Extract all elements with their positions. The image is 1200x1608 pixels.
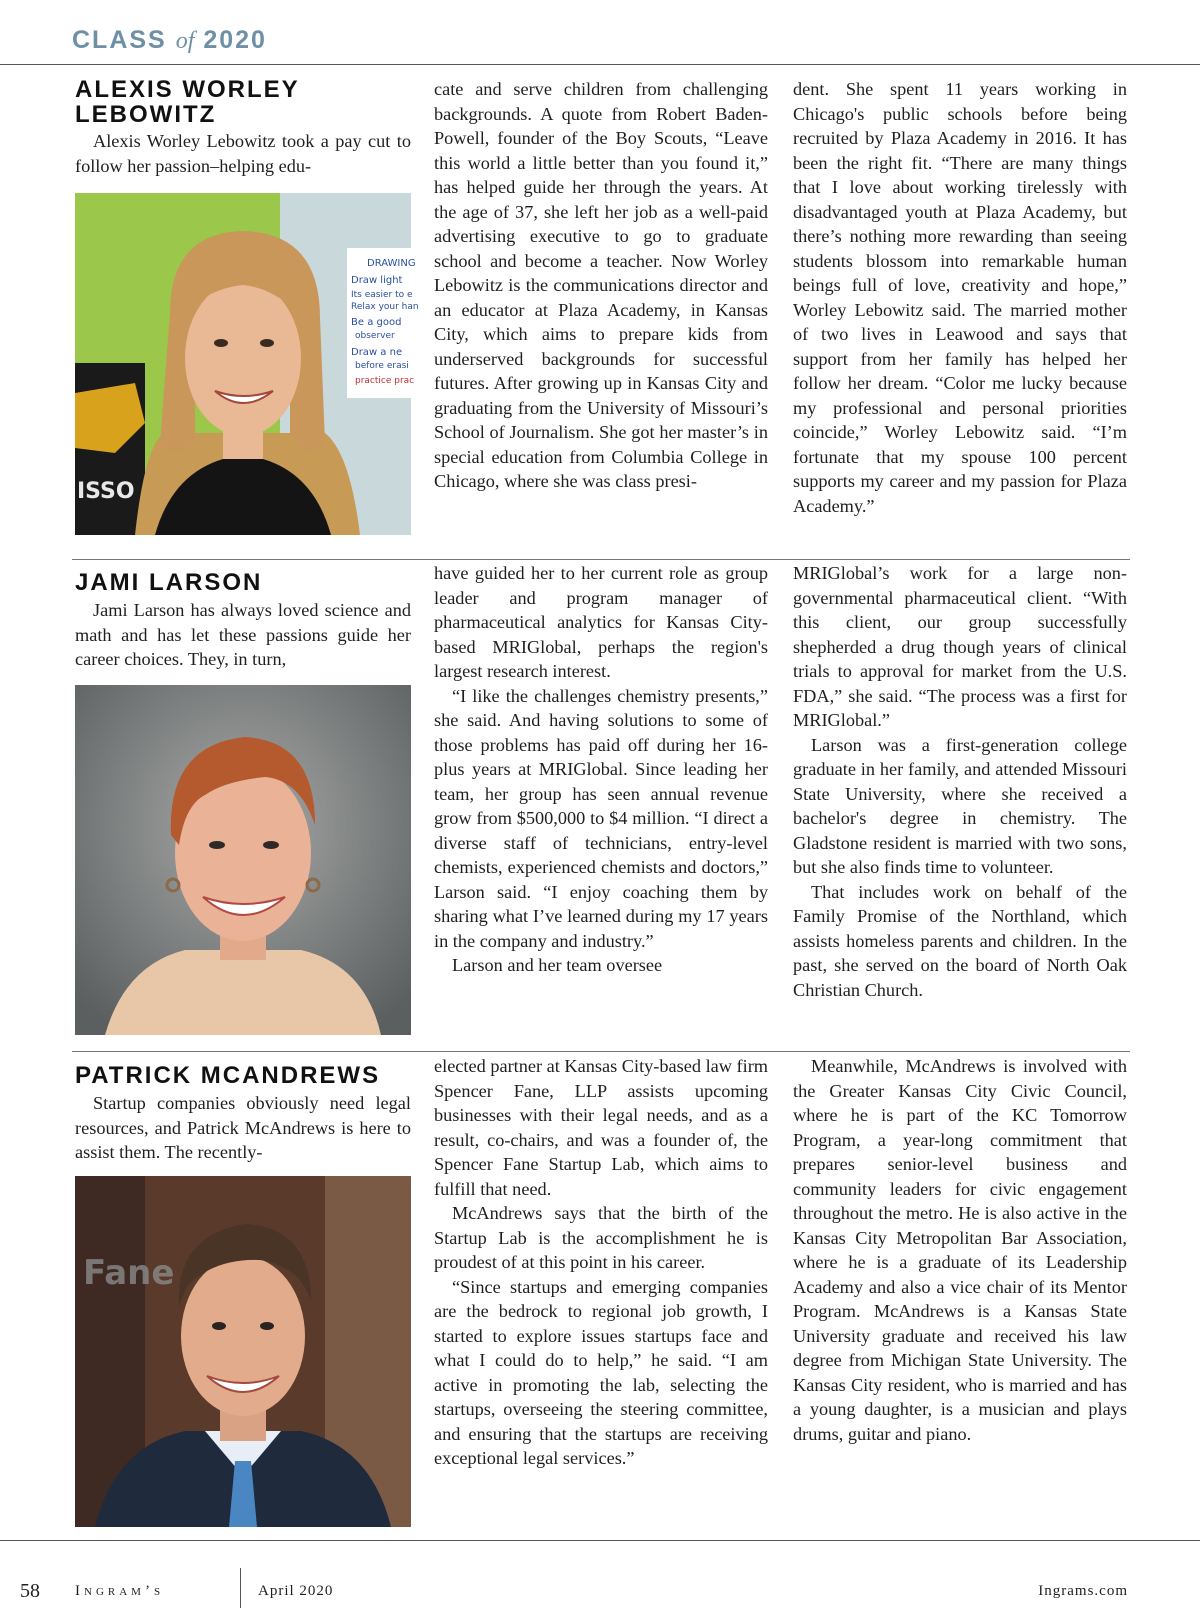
section-rule [72, 559, 1130, 560]
sign-letters: Fane [83, 1253, 175, 1293]
footer-divider [240, 1568, 241, 1608]
paragraph: Larson was a first-generation college graduate in her family, and attended Missouri State University, where she received a bachelor's degree in chemistry. The Gladstone resident is married with two sons, but she also finds time to volunteer. [793, 734, 1127, 877]
profile-name: ALEXIS WORLEY LEBOWITZ [75, 76, 300, 128]
paragraph: That includes work on behalf of the Family Promise of the Northland, which assists homeless parents and children. In the past, she served on the board of North Oak Christian Church. [793, 881, 1127, 1000]
board-line: observer [355, 331, 395, 341]
profile-jami-larson [72, 563, 1130, 1038]
footer-rule [0, 1540, 1200, 1541]
profile-column-2 [434, 1054, 768, 1471]
paragraph: Larson and her team oversee [452, 955, 663, 975]
board-line: Its easier to e [351, 290, 413, 300]
sign-letters: ISSO [77, 479, 135, 504]
portrait-photo [75, 685, 411, 1035]
section-rule [72, 1051, 1130, 1052]
header-year: 2020 [203, 26, 267, 54]
profile-column-3 [793, 561, 1127, 1002]
board-line: Draw a ne [351, 347, 403, 358]
header-class: CLASS [72, 26, 167, 54]
board-line: DRAWING [367, 258, 416, 269]
paragraph: McAndrews says that the birth of the Startup Lab is the accomplishment he is proudest of at this point in his career. [434, 1203, 768, 1272]
paragraph: Meanwhile, McAndrews is involved with the Greater Kansas City Civic Council, where he is part of the KC Tomorrow Program, a year-long commitment that prepares senior-level business and community leaders for civic engagement throughout the metro. He is also active in the Kansas City Metropolitan Bar Association, where he is a graduate of its Leadership Academy and also a vice chair of its Mentor Program. McAndrews is a Kansas State University graduate and received his law degree from Michigan State University. The Kansas City resident, who is married and has a young daughter, is a musician and plays drums, guitar and piano. [793, 1056, 1127, 1444]
profile-name: PATRICK MCANDREWS [75, 1062, 381, 1089]
board-line: Relax your han [351, 302, 419, 312]
section-header [72, 26, 267, 55]
profile-patrick-mcandrews [72, 1056, 1130, 1531]
paragraph: Startup companies obviously need legal resources, and Patrick McAndrews is here to assist them. The recently- [75, 1093, 411, 1162]
paragraph: elected partner at Kansas City-based law firm Spencer Fane, LLP assists upcoming businesses with their legal needs, and as a result, co-chairs, and was a founder of, the Spencer Fane Startup Lab, which aims to fulfill that need. [434, 1056, 769, 1199]
profile-column-1 [75, 129, 411, 178]
portrait-photo [75, 193, 419, 535]
paragraph: “Since startups and emerging companies are the bedrock to regional job growth, I started to explore issues startups face and what I could do to help,” he said. “I am active in promoting the lab, selecting the startups, overseeing the steering committee, and ensuring that the startups are receiving exceptional legal services.” [434, 1276, 768, 1468]
profile-column-2 [434, 77, 768, 494]
issue-date: April 2020 [258, 1583, 334, 1599]
profile-name: JAMI LARSON [75, 569, 263, 596]
paragraph: “I like the challenges chemistry presents,” she said. And having solutions to some of those problems has paid off during her 16-plus years at MRIGlobal. Since leading her team, her group has seen annual revenue grow from $500,000 to $4 million. “I direct a diverse staff of technicians, entry-level chemists, experienced chemists and doctors,” Larson said. “I enjoy coaching them by sharing what I’ve learned during my 17 years in the company and industry.” [434, 685, 768, 951]
profile-column-1 [75, 1091, 411, 1165]
paragraph: have guided her to her current role as group leader and program manager of pharmaceutical analytics for Kansas City-based MRIGlobal, perhaps the region's largest research interest. [434, 563, 768, 681]
publication-name: Ingram’s [75, 1583, 165, 1599]
board-line: practice prac [355, 376, 415, 386]
paragraph: dent. She spent 11 years working in Chicago's public schools before being recruited by Plaza Academy in 2016. It has been the right fit. “There are many things that I love about working tirelessly with disadvantaged youth at Plaza Academy, but there’s nothing more rewarding than seeing students blossom into remarkable human beings full of love, creativity and hope,” Worley Lebowitz said. The married mother of two lives in Leawood and says that support from her family has helped her follow her dream. “Color me lucky because my professional and personal priorities coincide,” Worley Lebowitz said. “I’m fortunate that my spouse 100 percent supports my career and my passion for Plaza Academy.” [793, 79, 1127, 516]
page-footer [0, 1580, 1200, 1606]
board-line: Be a good [351, 317, 402, 328]
portrait-photo [75, 1176, 411, 1527]
profile-column-2 [434, 561, 768, 978]
profile-alexis-worley-lebowitz [72, 75, 1130, 545]
profile-column-3 [793, 77, 1127, 518]
page-number: 58 [20, 1580, 40, 1602]
paragraph: MRIGlobal’s work for a large non-governmental pharmaceutical client. “With this client, our group successfully shepherded a drug though years of clinical trials to approval for market from the U.S. FDA,” she said. “The process was a first for MRIGlobal.” [793, 563, 1127, 730]
paragraph: Jami Larson has always loved science and math and has let these passions guide her career choices. They, in turn, [75, 600, 411, 669]
header-of: of [175, 28, 195, 54]
paragraph: Alexis Worley Lebowitz took a pay cut to follow her passion–helping edu- [75, 131, 411, 176]
website-link[interactable]: Ingrams.com [1038, 1583, 1128, 1599]
board-line: before erasi [355, 361, 409, 371]
header-rule [0, 64, 1200, 65]
paragraph: cate and serve children from challenging backgrounds. A quote from Robert Baden-Powell, founder of the Boy Scouts, “Leave this world a little better than you found it,” has helped guide her through the years. At the age of 37, she left her job as a well-paid advertising executive to go to graduate school and become a teacher. Now Worley Lebowitz is the communications director and an educator at Plaza Academy, in Kansas City, which aims to prepare kids from underserved backgrounds for successful futures. After growing up in Kansas City and graduating from the University of Missouri’s School of Journalism. She got her master’s in special education from Columbia College in Chicago, where she was class presi- [434, 79, 768, 491]
profile-column-1 [75, 598, 411, 672]
profile-column-3 [793, 1054, 1127, 1446]
board-line: Draw light [351, 275, 403, 286]
